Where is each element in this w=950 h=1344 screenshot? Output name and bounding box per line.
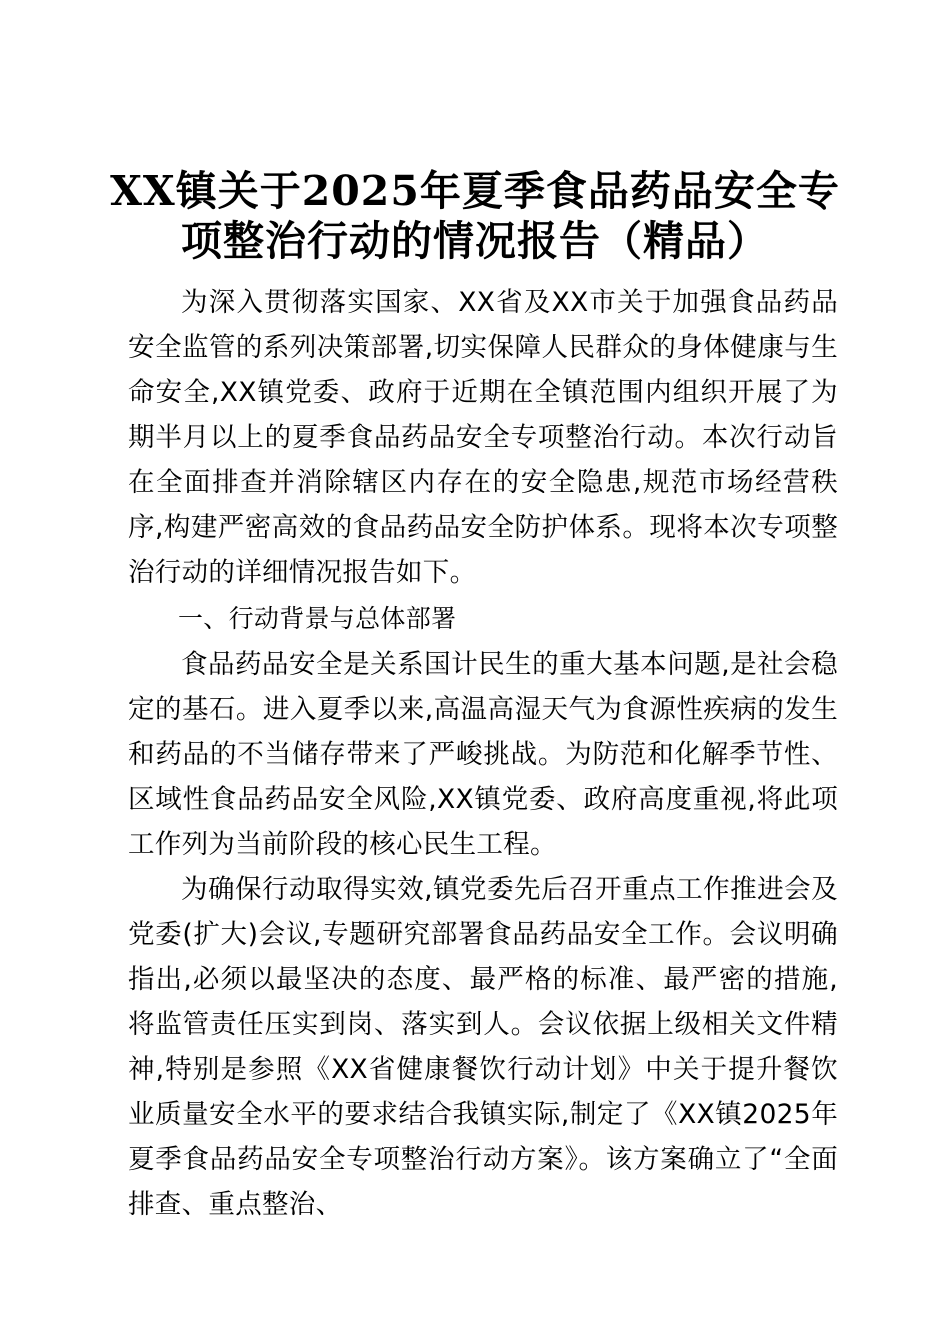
intro-paragraph: 为深入贯彻落实国家、XX省及XX市关于加强食品药品安全监管的系列决策部署,切实保障人民群众的身体健康与生命安全,XX镇党委、政府于近期在全镇范围内组织开展了为期半月以上的夏季食品药品安全专项整治行动。本次行动旨在全面排查并消除辖区内存在的安全隐患,规范市场经营秩序,构建严密高效的食品药品安全防护体系。现将本次专项整治行动的详细情况报告如下。: [128, 287, 838, 588]
document-title: XX镇关于2025年夏季食品药品安全专项整治行动的情况报告（精品）: [110, 167, 840, 265]
background-paragraph: 食品药品安全是关系国计民生的重大基本问题,是社会稳定的基石。进入夏季以来,高温高湿天气为食源性疾病的发生和药品的不当储存带来了严峻挑战。为防范和化解季节性、区域性食品药品安全风险,XX镇党委、政府高度重视,将此项工作列为当前阶段的核心民生工程。: [128, 649, 838, 860]
section-heading: 一、行动背景与总体部署: [178, 604, 457, 633]
deployment-paragraph: 为确保行动取得实效,镇党委先后召开重点工作推进会及党委(扩大)会议,专题研究部署食品药品安全工作。会议明确指出,必须以最坚决的态度、最严格的标准、最严密的措施,将监管责任压实到岗、落实到人。会议依据上级相关文件精神,特别是参照《XX省健康餐饮行动计划》中关于提升餐饮业质量安全水平的要求结合我镇实际,制定了《XX镇2025年夏季食品药品安全专项整治行动方案》。该方案确立了“全面排查、重点整治、: [128, 874, 838, 1220]
document-body: [128, 280, 838, 1227]
